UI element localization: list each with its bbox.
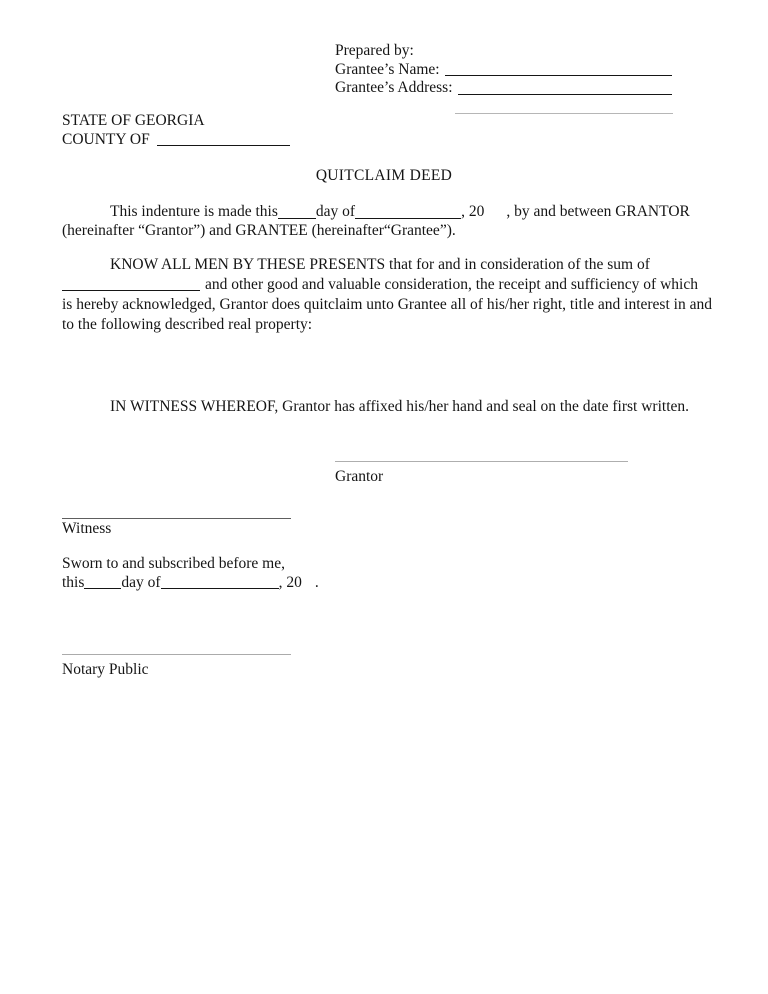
notary-signature-line[interactable] <box>62 654 291 655</box>
sworn-this-label: this <box>62 573 85 591</box>
prepared-by-label: Prepared by: <box>335 42 414 59</box>
consideration-text-2: and other good and valuable consideration, the receipt and sufficiency of which <box>205 275 698 293</box>
witness-signature-line[interactable] <box>62 518 291 519</box>
grantor-label: Grantor <box>335 468 384 485</box>
grantee-name-label: Grantee’s Name: <box>335 60 440 78</box>
grantee-address-row <box>335 79 672 98</box>
sworn-day-of-label: day of <box>121 573 161 591</box>
jurisdiction-block <box>62 112 290 150</box>
indenture-line-2: (hereinafter “Grantor”) and GRANTEE (hereinafter“Grantee”). <box>62 222 456 240</box>
county-row <box>62 131 290 150</box>
document-title: QUITCLAIM DEED <box>315 167 453 184</box>
day-blank[interactable] <box>278 215 316 219</box>
sworn-block <box>62 555 319 593</box>
sworn-month-blank[interactable] <box>161 585 279 589</box>
sum-blank[interactable] <box>62 287 200 291</box>
grantor-signature-line[interactable] <box>335 461 628 462</box>
prepared-by-block <box>335 42 672 98</box>
grantee-address-blank[interactable] <box>458 94 672 95</box>
grantee-address-extra-line[interactable] <box>455 113 673 114</box>
grantee-name-row <box>335 61 672 80</box>
consideration-line-2 <box>62 275 712 295</box>
sworn-day-blank[interactable] <box>84 585 121 589</box>
county-blank[interactable] <box>157 142 290 146</box>
indenture-text-d: , by and between GRANTOR <box>506 203 690 220</box>
indenture-text-c: , 20 <box>461 203 485 220</box>
indenture-line-1 <box>62 202 712 221</box>
county-label: COUNTY OF <box>62 130 150 148</box>
consideration-paragraph <box>62 255 712 335</box>
indenture-paragraph <box>62 202 712 240</box>
consideration-line-1: KNOW ALL MEN BY THESE PRESENTS that for and in consideration of the sum of <box>110 256 650 273</box>
indenture-text-a: This indenture is made this <box>110 203 278 220</box>
witness-whereof-clause: IN WITNESS WHEREOF, Grantor has affixed his/her hand and seal on the date first written. <box>110 398 690 415</box>
notary-public-label: Notary Public <box>62 661 149 678</box>
witness-label: Witness <box>62 520 112 537</box>
sworn-line-2 <box>62 574 319 593</box>
grantee-name-blank[interactable] <box>445 75 672 76</box>
grantee-address-label: Grantee’s Address: <box>335 79 453 97</box>
sworn-year-label: , 20 <box>278 573 302 591</box>
consideration-line-4: to the following described real property: <box>62 315 313 333</box>
indenture-text-b: day of <box>315 203 356 220</box>
sworn-period: . <box>314 573 319 591</box>
month-blank[interactable] <box>355 215 461 219</box>
sworn-line-1: Sworn to and subscribed before me, <box>62 555 285 572</box>
consideration-line-3: is hereby acknowledged, Grantor does quitclaim unto Grantee all of his/her right, title and interest in and <box>62 295 712 313</box>
prepared-by-row <box>335 42 672 61</box>
state-label: STATE OF GEORGIA <box>62 112 205 129</box>
